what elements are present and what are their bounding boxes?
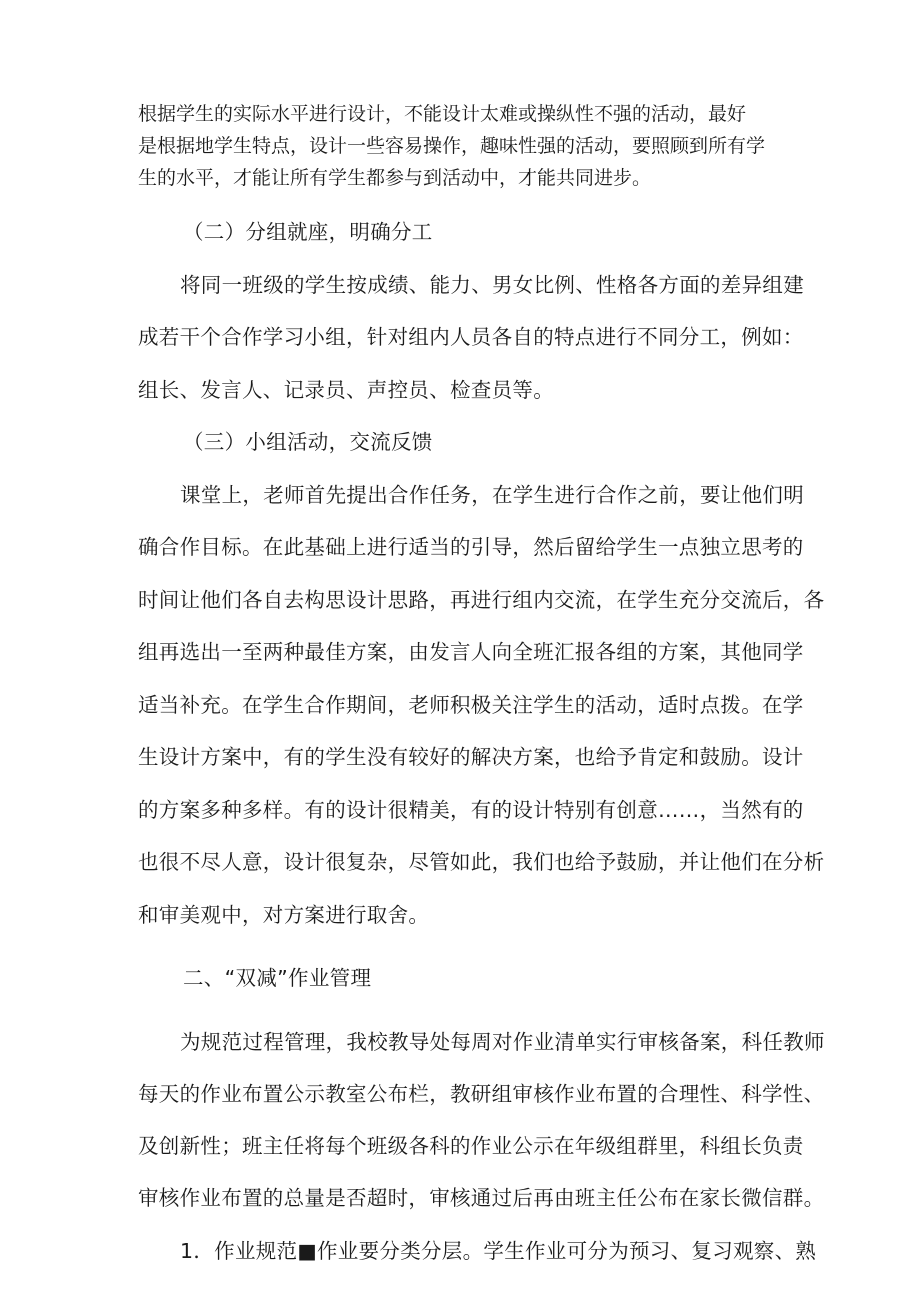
- section-heading: （三）小组活动，交流反馈: [183, 430, 433, 454]
- paragraph-line: 及创新性；班主任将每个班级各科的作业公示在年级组群里，科组长负责: [138, 1134, 804, 1158]
- paragraph-line: 成若干个合作学习小组，针对组内人员各自的特点进行不同分工，例如：: [138, 325, 804, 349]
- paragraph-line: 课堂上，老师首先提出合作任务，在学生进行合作之前，要让他们明: [180, 483, 804, 507]
- numbered-item: 1．作业规范■作业要分类分层。学生作业可分为预习、复习观察、熟: [180, 1239, 817, 1263]
- paragraph-line: 为规范过程管理，我校教导处每周对作业清单实行审核备案，科任教师: [180, 1030, 825, 1054]
- paragraph-line: 组再选出一至两种最佳方案，由发言人向全班汇报各组的方案，其他同学: [138, 640, 804, 664]
- section-heading: （二）分组就座，明确分工: [183, 220, 433, 244]
- paragraph-line: 将同一班级的学生按成绩、能力、男女比例、性格各方面的差异组建: [180, 273, 804, 297]
- paragraph-line: 的方案多种多样。有的设计很精美，有的设计特别有创意……，当然有的: [138, 798, 804, 822]
- paragraph-line: 生的水平，才能让所有学生都参与到活动中，才能共同进步。: [138, 167, 652, 189]
- paragraph-line: 生设计方案中，有的学生没有较好的解决方案，也给予肯定和鼓励。设计: [138, 745, 804, 769]
- paragraph-line: 适当补充。在学生合作期间，老师积极关注学生的活动，适时点拨。在学: [138, 693, 804, 717]
- paragraph-line: 和审美观中，对方案进行取舍。: [138, 903, 430, 927]
- paragraph-line: 每天的作业布置公示教室公布栏，教研组审核作业布置的合理性、科学性、: [138, 1082, 825, 1106]
- paragraph-line: 组长、发言人、记录员、声控员、检查员等。: [138, 378, 554, 402]
- paragraph-line: 时间让他们各自去构思设计思路，再进行组内交流，在学生充分交流后，各: [138, 588, 825, 612]
- paragraph-line: 审核作业布置的总量是否超时，审核通过后再由班主任公布在家长微信群。: [138, 1186, 825, 1210]
- paragraph-line: 是根据地学生特点，设计一些容易操作，趣味性强的活动，要照顾到所有学: [138, 135, 766, 157]
- section-heading: 二、“双减”作业管理: [183, 966, 372, 990]
- paragraph-line: 也很不尽人意，设计很复杂，尽管如此，我们也给予鼓励，并让他们在分析: [138, 850, 825, 874]
- paragraph-line: 确合作目标。在此基础上进行适当的引导，然后留给学生一点独立思考的: [138, 535, 804, 559]
- paragraph-line: 根据学生的实际水平进行设计，不能设计太难或操纵性不强的活动，最好: [138, 103, 747, 125]
